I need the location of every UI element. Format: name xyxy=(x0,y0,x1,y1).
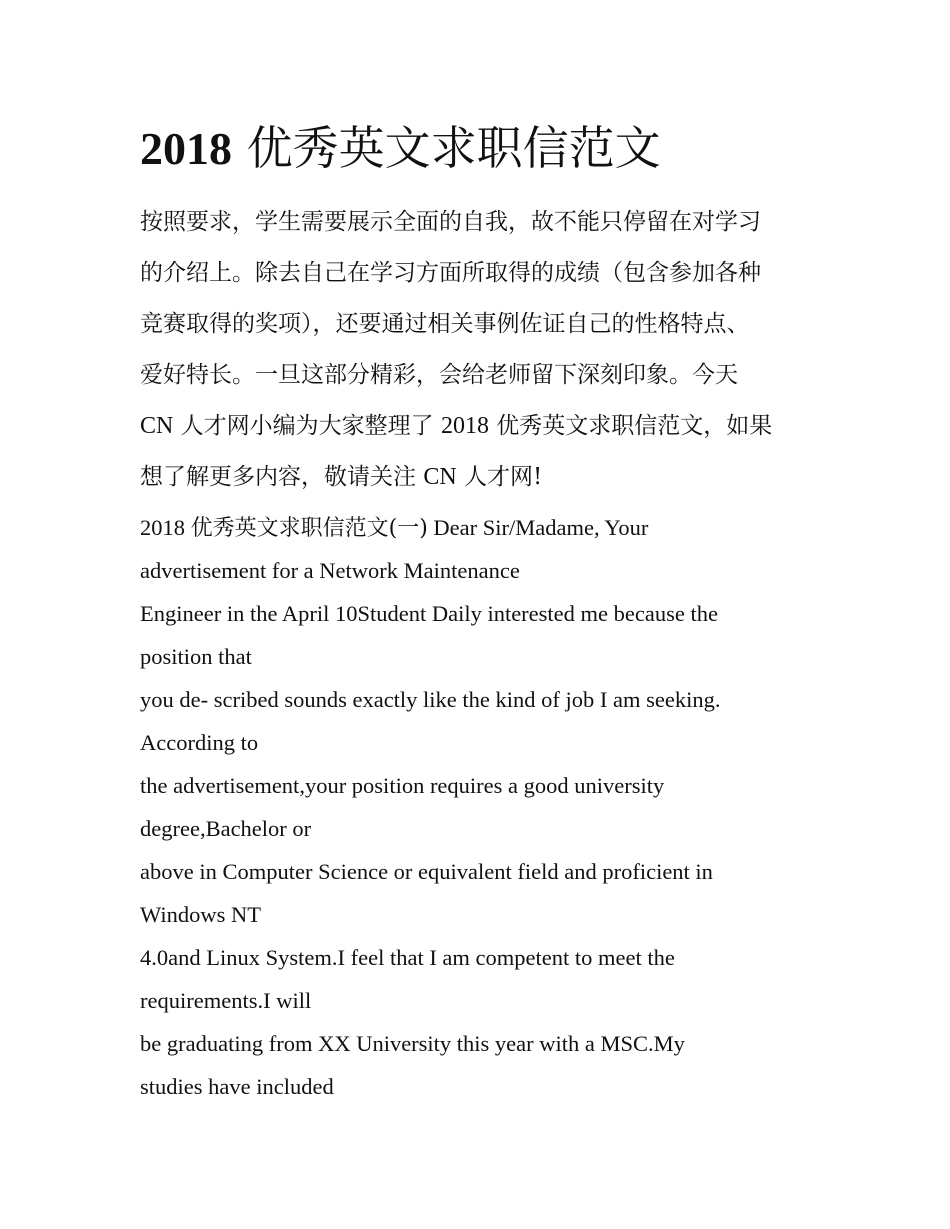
letter-line: above in Computer Science or equivalent field and proficient in xyxy=(140,859,713,884)
letter-line: position that xyxy=(140,644,252,669)
letter-line: be graduating from XX University this year with a MSC.My xyxy=(140,1031,685,1056)
letter-heading-year: 2018 xyxy=(140,515,191,540)
letter-line: 4.0and Linux System.I feel that I am competent to meet the xyxy=(140,945,675,970)
intro-line: 的介绍上。除去自己在学习方面所取得的成绩（包含参加各种 xyxy=(140,260,761,286)
letter-line: you de- scribed sounds exactly like the kind of job I am seeking. xyxy=(140,687,721,712)
intro-segment: 想了解更多内容，敬请关注 xyxy=(140,464,424,490)
letter-line: degree,Bachelor or xyxy=(140,816,312,841)
document-title xyxy=(140,118,661,179)
letter-line: requirements.I will xyxy=(140,988,312,1013)
intro-paragraph xyxy=(140,197,815,503)
intro-segment: CN xyxy=(423,464,457,490)
intro-segment: 优秀英文求职信范文，如果 xyxy=(488,413,773,439)
title-year: 2018 xyxy=(140,123,232,174)
intro-segment: 2018 xyxy=(440,413,489,439)
intro-line xyxy=(140,452,815,503)
letter-line: studies have included xyxy=(140,1074,334,1099)
intro-line: 竞赛取得的奖项），还要通过相关事例佐证自己的性格特点、 xyxy=(140,311,750,337)
letter-line: Windows NT xyxy=(140,902,261,927)
letter-heading-title: 优秀英文求职信范文(一) xyxy=(190,516,428,541)
letter-line: advertisement for a Network Maintenance xyxy=(140,558,520,583)
intro-line: 爱好特长。一旦这部分精彩，会给老师留下深刻印象。今天 xyxy=(140,362,738,388)
letter-body xyxy=(140,506,820,1108)
intro-segment: CN xyxy=(140,413,174,439)
letter-line: According to xyxy=(140,730,259,755)
intro-segment: 人才网小编为大家整理了 xyxy=(173,413,441,439)
letter-line: the advertisement,your position requires a good university xyxy=(140,773,665,798)
letter-heading-line xyxy=(140,506,820,549)
letter-heading-greeting: Dear Sir/Madame, Your xyxy=(427,515,649,540)
intro-line xyxy=(140,401,815,452)
intro-line: 按照要求，学生需要展示全面的自我，故不能只停留在对学习 xyxy=(140,209,761,235)
title-text: 优秀英文求职信范文 xyxy=(246,121,661,175)
letter-line: Engineer in the April 10Student Daily interested me because the xyxy=(140,601,718,626)
intro-segment: 人才网! xyxy=(456,464,543,490)
